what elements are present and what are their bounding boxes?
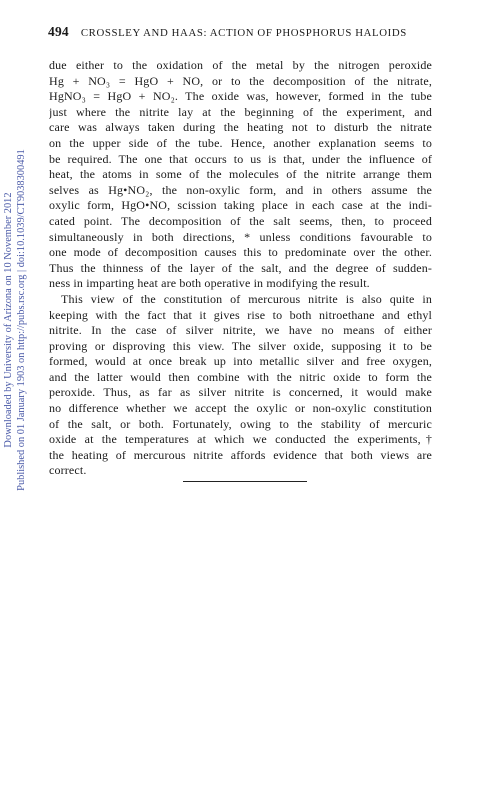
provenance-sidebar bbox=[2, 124, 28, 516]
paragraph-1 bbox=[49, 58, 432, 292]
text-line: heat, the atoms in some of the molecules of the nitrite arrange them bbox=[49, 167, 432, 182]
text-line: be required. The one that occurs to us is that, under the influence of bbox=[49, 151, 432, 166]
text-line: formed, would at once break up into metallic silver and free oxygen, bbox=[49, 354, 432, 369]
end-rule bbox=[183, 481, 307, 482]
text-line: nitrite. In the case of silver nitrite, we have no means of either bbox=[49, 323, 432, 338]
text-line: keeping with the fact that it gives rise to both nitroethane and ethyl bbox=[49, 307, 432, 322]
text-line: oxylic form, HgO•NO, scission taking place in each case at the indi- bbox=[49, 198, 432, 213]
text-line: simultaneously in both directions, * unless conditions favourable to bbox=[49, 229, 432, 244]
text-line: of the salt, or both. Fortunately, owing to the stability of mercuric bbox=[49, 416, 432, 431]
text-line: one mode of decomposition causes this to predominate over the other. bbox=[49, 245, 432, 260]
text-line: This view of the constitution of mercurous nitrite is also quite in bbox=[61, 291, 432, 306]
text-line: the heating of mercurous nitrite affords evidence that both views are bbox=[49, 447, 432, 462]
running-header bbox=[48, 23, 448, 41]
text-line: Thus the thinness of the layer of the salt, and the degree of sudden- bbox=[49, 260, 432, 275]
text-line: Hg + NO₃ = HgO + NO, or to the decomposition of the nitrate, bbox=[49, 73, 432, 88]
text-line: proving or disproving this view. The silver oxide, supposing it to be bbox=[49, 338, 432, 353]
running-title: CROSSLEY AND HAAS: ACTION OF PHOSPHORUS HALOIDS bbox=[80, 27, 407, 39]
text-line: peroxide. Thus, as far as silver nitrite is concerned, it would make bbox=[49, 385, 432, 400]
body-text bbox=[49, 58, 432, 479]
text-line: just where the nitrite lay at the beginning of the experiment, and bbox=[49, 104, 432, 119]
text-line: on the upper side of the tube. Hence, another explanation seems to bbox=[49, 135, 432, 150]
text-line: correct. bbox=[49, 463, 87, 478]
text-line: and the latter would then combine with the nitric oxide to form the bbox=[49, 369, 432, 384]
text-line: cated point. The decomposition of the salt seems, then, to proceed bbox=[49, 213, 432, 228]
text-line: due either to the oxidation of the metal by the nitrogen peroxide bbox=[49, 58, 432, 72]
text-line: HgNO₃ = HgO + NO₂. The oxide was, however, formed in the tube bbox=[49, 89, 432, 104]
text-line: ness in imparting heat are both operative in modifying the result. bbox=[49, 276, 370, 291]
paragraph-2 bbox=[49, 292, 432, 479]
text-line: no difference whether we accept the oxylic or non-oxylic constitution bbox=[49, 401, 432, 416]
page-number: 494 bbox=[48, 24, 69, 39]
publication-notice: Published on 01 January 1903 on http://pubs.rsc.org | doi:10.1039/CT9038300491 bbox=[16, 149, 27, 491]
download-notice: Downloaded by University of Arizona on 10 November 2012 bbox=[3, 192, 14, 448]
text-line: care was always taken during the heating not to disturb the nitrate bbox=[49, 120, 432, 135]
text-line: oxide at the temperatures at which we conducted the experiments,† bbox=[49, 432, 432, 447]
text-line: selves as Hg•NO₂, the non-oxylic form, and in others assume the bbox=[49, 182, 432, 197]
